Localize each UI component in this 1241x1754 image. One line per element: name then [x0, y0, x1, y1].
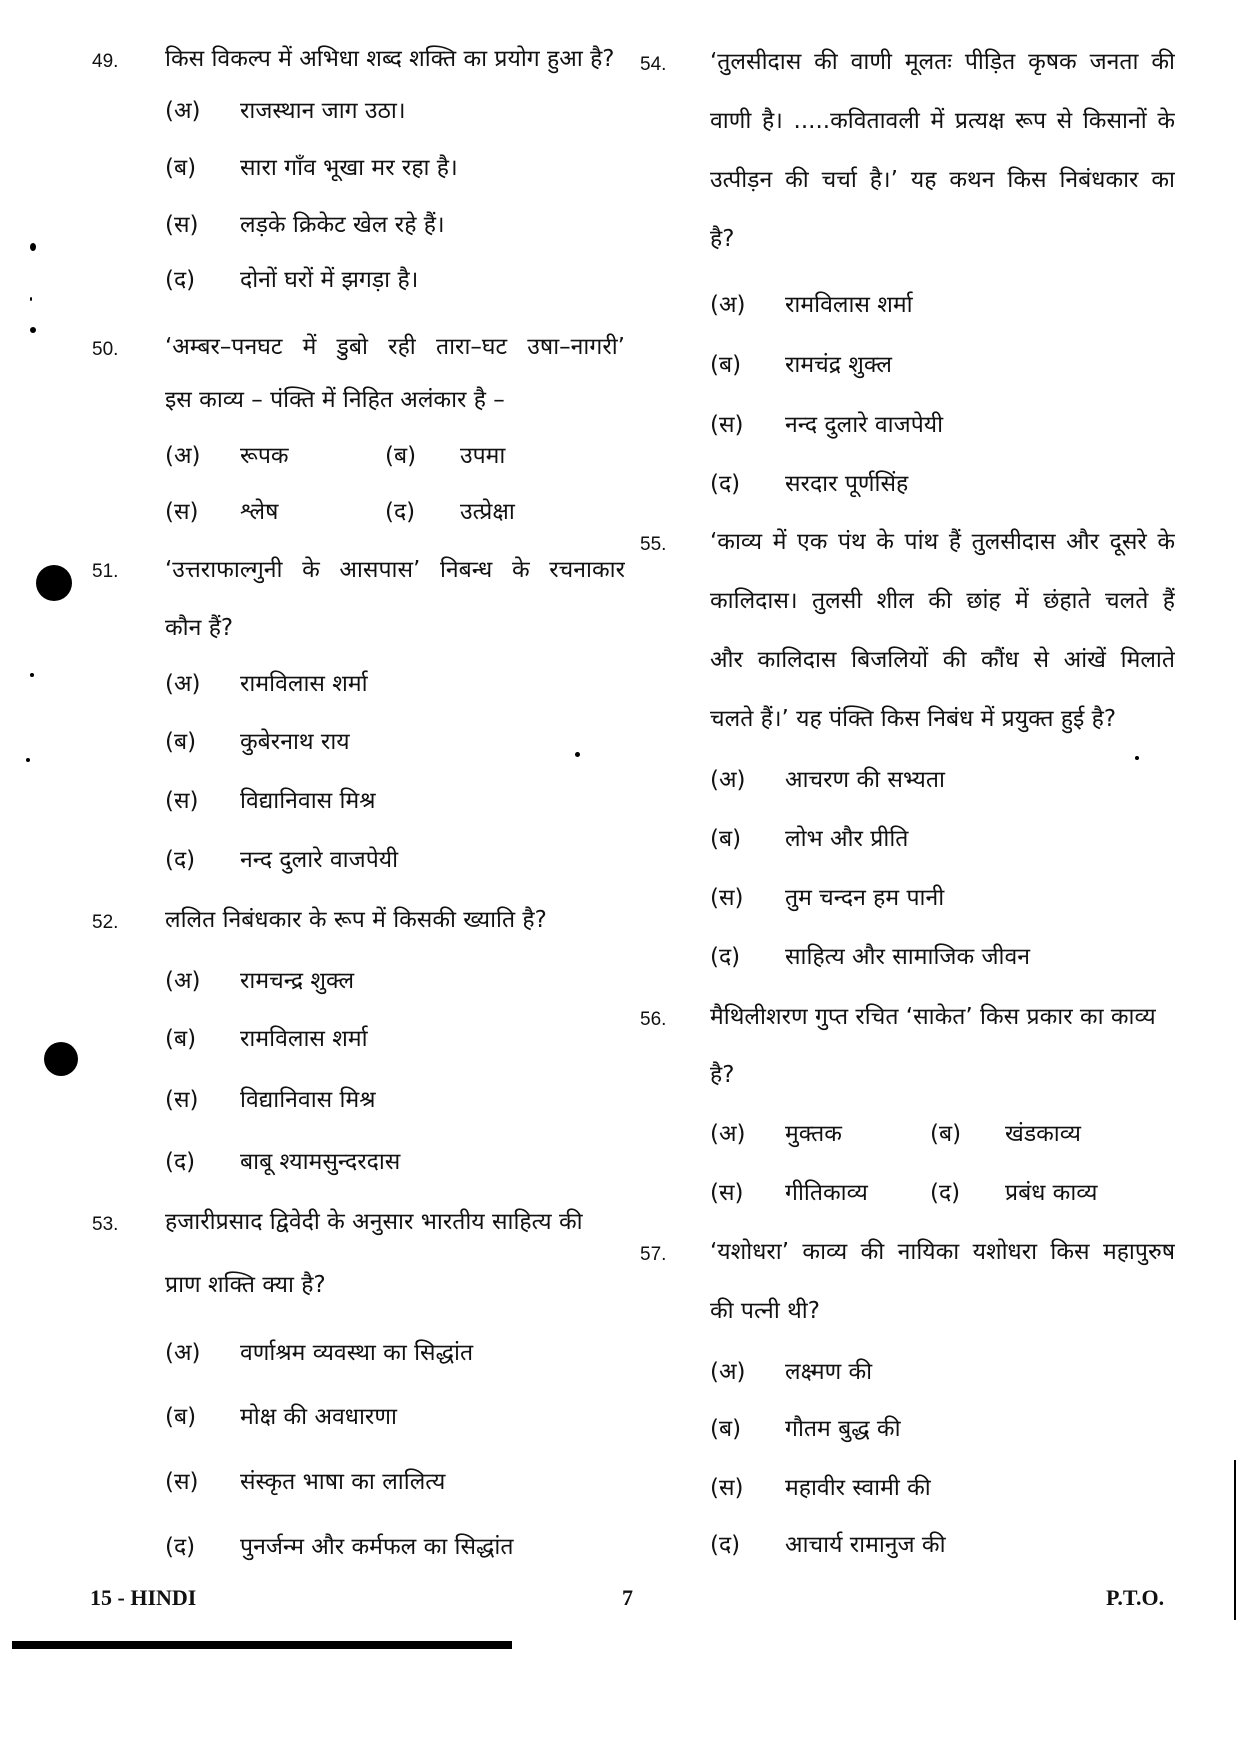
option-label: (अ) — [165, 968, 201, 994]
option-label: (द) — [710, 471, 741, 497]
question-text: कालिदास। तुलसी शील की छांह में छंहाते चलते हैं — [710, 588, 1175, 614]
option-label: (ब) — [930, 1121, 962, 1147]
pto-label: P.T.O. — [1106, 1585, 1165, 1610]
question-text: वाणी है। .....कवितावली में प्रत्यक्ष रूप से किसानों के — [710, 108, 1175, 134]
scan-mark-dot — [44, 1042, 78, 1076]
paper-code: 15 - HINDI — [90, 1585, 197, 1610]
option-text: सरदार पूर्णसिंह — [785, 471, 909, 497]
question-text: कौन हैं? — [165, 615, 234, 641]
option-label: (स) — [710, 1180, 744, 1206]
question-text: मैथिलीशरण गुप्त रचित ‘साकेत’ किस प्रकार का काव्य — [710, 1004, 1156, 1030]
option-label: (अ) — [165, 671, 201, 697]
question-number: 52. — [92, 912, 119, 933]
question-number: 56. — [640, 1009, 667, 1030]
option-label: (ब) — [710, 1416, 742, 1442]
option-text: उत्प्रेक्षा — [460, 499, 515, 525]
option-text: लड़के क्रिकेट खेल रहे हैं। — [240, 212, 445, 238]
option-label: (स) — [165, 1469, 199, 1495]
question-text: चलते हैं।’ यह पंक्ति किस निबंध में प्रयुक्त हुई है? — [710, 706, 1117, 732]
option-label: (अ) — [710, 767, 746, 793]
option-label: (द) — [165, 267, 196, 293]
option-label: (स) — [165, 499, 199, 525]
option-label: (ब) — [165, 729, 197, 755]
scan-speck — [30, 297, 32, 301]
option-label: (स) — [165, 788, 199, 814]
option-label: (स) — [165, 212, 199, 238]
question-text: ‘काव्य में एक पंथ के पांथ हैं तुलसीदास और दूसरे के — [710, 529, 1175, 555]
option-text: गीतिकाव्य — [785, 1180, 868, 1206]
option-label: (स) — [165, 1087, 199, 1113]
option-text: रूपक — [240, 443, 289, 469]
question-number: 53. — [92, 1214, 119, 1235]
option-text: रामविलास शर्मा — [240, 1026, 368, 1052]
option-text: वर्णाश्रम व्यवस्था का सिद्धांत — [240, 1340, 474, 1366]
option-text: राजस्थान जाग उठा। — [240, 98, 406, 124]
option-text: सारा गाँव भूखा मर रहा है। — [240, 155, 458, 181]
option-text: पुनर्जन्म और कर्मफल का सिद्धांत — [240, 1534, 514, 1560]
question-text: ‘यशोधरा’ काव्य की नायिका यशोधरा किस महापुरुष — [710, 1239, 1175, 1265]
option-text: रामविलास शर्मा — [240, 671, 368, 697]
option-label: (अ) — [710, 1359, 746, 1385]
question-text: किस विकल्प में अभिधा शब्द शक्ति का प्रयोग हुआ है? — [165, 46, 615, 72]
scan-speck — [30, 327, 36, 333]
option-label: (अ) — [710, 1121, 746, 1147]
option-text: नन्द दुलारे वाजपेयी — [785, 412, 944, 438]
question-number: 51. — [92, 561, 119, 582]
option-text: कुबेरनाथ राय — [240, 729, 350, 755]
option-label: (द) — [165, 847, 196, 873]
option-text: विद्यानिवास मिश्र — [240, 1087, 376, 1113]
option-label: (अ) — [165, 1340, 201, 1366]
question-number: 49. — [92, 51, 119, 72]
option-label: (ब) — [165, 1026, 197, 1052]
question-text: उत्पीड़न की चर्चा है।’ यह कथन किस निबंधकार का — [710, 167, 1175, 193]
option-label: (द) — [710, 944, 741, 970]
option-text: विद्यानिवास मिश्र — [240, 788, 376, 814]
option-text: श्लेष — [240, 499, 279, 525]
option-text: मोक्ष की अवधारणा — [240, 1404, 397, 1430]
option-label: (द) — [930, 1180, 961, 1206]
scan-speck — [30, 673, 34, 677]
question-text: है? — [710, 226, 735, 252]
option-label: (ब) — [710, 826, 742, 852]
option-label: (द) — [165, 1534, 196, 1560]
option-text: उपमा — [460, 443, 506, 469]
option-text: आचार्य रामानुज की — [785, 1532, 946, 1558]
question-text: और कालिदास बिजलियों की कौंध से आंखें मिलाते — [710, 647, 1175, 673]
question-text: की पत्नी थी? — [710, 1298, 820, 1324]
question-text: ‘अम्बर–पनघट में डुबो रही तारा–घट उषा–नागरी’ — [165, 334, 625, 360]
question-text: प्राण शक्ति क्या है? — [165, 1272, 326, 1298]
question-text: हजारीप्रसाद द्विवेदी के अनुसार भारतीय साहित्य की — [165, 1209, 583, 1235]
question-number: 57. — [640, 1244, 667, 1265]
option-text: संस्कृत भाषा का लालित्य — [240, 1469, 446, 1495]
option-text: नन्द दुलारे वाजपेयी — [240, 847, 399, 873]
option-text: रामचन्द्र शुक्ल — [240, 968, 355, 994]
question-text: ‘तुलसीदास की वाणी मूलतः पीड़ित कृषक जनता की — [710, 49, 1175, 75]
option-label: (अ) — [710, 292, 746, 318]
scan-speck — [575, 752, 580, 757]
option-text: महावीर स्वामी की — [785, 1475, 931, 1501]
option-text: लोभ और प्रीति — [785, 826, 909, 852]
question-text: है? — [710, 1062, 735, 1088]
option-label: (अ) — [165, 443, 201, 469]
option-label: (अ) — [165, 98, 201, 124]
option-label: (ब) — [165, 1404, 197, 1430]
option-text: आचरण की सभ्यता — [785, 767, 945, 793]
option-text: खंडकाव्य — [1005, 1121, 1081, 1147]
scan-mark-dot — [36, 565, 72, 601]
scan-speck — [30, 243, 36, 251]
option-label: (द) — [385, 499, 416, 525]
option-label: (ब) — [710, 352, 742, 378]
question-text: ललित निबंधकार के रूप में किसकी ख्याति है? — [165, 907, 547, 933]
option-text: रामचंद्र शुक्ल — [785, 352, 893, 378]
option-text: गौतम बुद्ध की — [785, 1416, 901, 1442]
option-label: (द) — [165, 1149, 196, 1175]
option-label: (स) — [710, 885, 744, 911]
option-label: (द) — [710, 1532, 741, 1558]
footer-rule — [12, 1641, 512, 1649]
question-text: इस काव्य – पंक्ति में निहित अलंकार है – — [165, 387, 505, 413]
option-text: मुक्तक — [785, 1121, 842, 1147]
option-text: रामविलास शर्मा — [785, 292, 913, 318]
option-text: बाबू श्यामसुन्दरदास — [240, 1149, 401, 1175]
option-text: दोनों घरों में झगड़ा है। — [240, 267, 419, 293]
scan-speck — [1135, 756, 1139, 760]
option-label: (ब) — [385, 443, 417, 469]
scan-speck — [26, 758, 30, 762]
page-edge-line — [1234, 1460, 1236, 1620]
option-label: (ब) — [165, 155, 197, 181]
question-number: 50. — [92, 339, 119, 360]
page-number: 7 — [622, 1585, 633, 1610]
option-label: (स) — [710, 412, 744, 438]
question-number: 55. — [640, 534, 667, 555]
question-text: ‘उत्तराफाल्गुनी के आसपास’ निबन्ध के रचनाकार — [165, 557, 625, 583]
option-text: लक्ष्मण की — [785, 1359, 873, 1385]
option-text: साहित्य और सामाजिक जीवन — [785, 944, 1031, 970]
question-number: 54. — [640, 54, 667, 75]
option-label: (स) — [710, 1475, 744, 1501]
option-text: तुम चन्दन हम पानी — [785, 885, 945, 911]
option-text: प्रबंध काव्य — [1005, 1180, 1098, 1206]
